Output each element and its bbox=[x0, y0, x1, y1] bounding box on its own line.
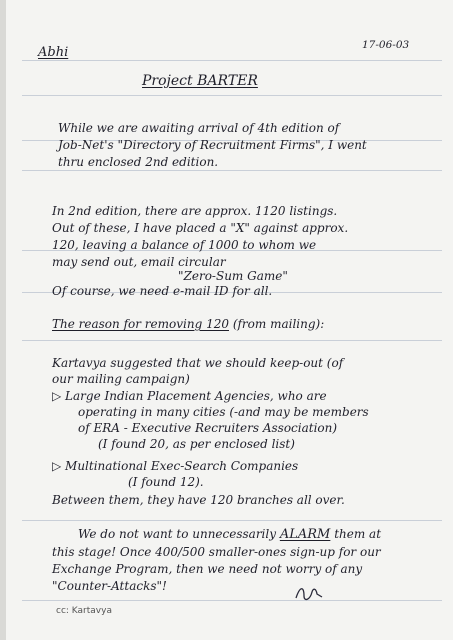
closing-line: "Counter-Attacks"! bbox=[52, 579, 167, 593]
reason-heading-text: The reason for removing 120 bbox=[52, 317, 229, 331]
para2-line: In 2nd edition, there are approx. 1120 listings. bbox=[52, 204, 338, 218]
para1-line: Job-Net's "Directory of Recruitment Firms", I went bbox=[58, 138, 367, 152]
ruled-line bbox=[22, 95, 442, 96]
bullet-item: ▷ Multinational Exec-Search Companies bbox=[52, 459, 299, 473]
ruled-line bbox=[22, 340, 442, 341]
zero-sum-game: "Zero-Sum Game" bbox=[178, 269, 288, 283]
ruled-line bbox=[22, 170, 442, 171]
reason-heading bbox=[52, 318, 324, 330]
para2-line: Of course, we need e-mail ID for all. bbox=[52, 284, 273, 298]
letter-date: 17-06-03 bbox=[362, 39, 410, 51]
reason-line: of ERA - Executive Recruiters Association) bbox=[78, 421, 338, 435]
letter-title: Project BARTER bbox=[142, 73, 258, 89]
signature-mark bbox=[292, 582, 326, 604]
cc-line: cc: Kartavya bbox=[56, 606, 112, 616]
closing-post: them at bbox=[334, 527, 382, 541]
reason-line: Between them, they have 120 branches all over. bbox=[52, 493, 345, 507]
closing-line: this stage! Once 400/500 smaller-ones sign-up for our bbox=[52, 545, 381, 559]
para1-line: thru enclosed 2nd edition. bbox=[58, 155, 219, 169]
page-edge bbox=[0, 0, 6, 640]
para2-line: 120, leaving a balance of 1000 to whom we bbox=[52, 238, 317, 252]
ruled-line bbox=[22, 520, 442, 521]
para2-line: may send out, email circular bbox=[52, 255, 226, 269]
reason-line: (I found 12). bbox=[128, 475, 204, 489]
para1-line: While we are awaiting arrival of 4th edition of bbox=[58, 121, 340, 135]
recipient-name: Abhi bbox=[38, 45, 69, 60]
reason-line: (I found 20, as per enclosed list) bbox=[98, 437, 295, 451]
ruled-line bbox=[22, 600, 442, 601]
reason-line: our mailing campaign) bbox=[52, 372, 190, 386]
reason-line: operating in many cities (-and may be members bbox=[78, 405, 369, 419]
closing-line bbox=[78, 528, 381, 541]
para2-line: Out of these, I have placed a "X" against approx. bbox=[52, 221, 349, 235]
alarm-word: ALARM bbox=[279, 527, 331, 542]
reason-line: Kartavya suggested that we should keep-out (of bbox=[52, 356, 344, 370]
reason-heading-suffix: (from mailing): bbox=[232, 317, 325, 331]
closing-line: Exchange Program, then we need not worry of any bbox=[52, 562, 363, 576]
ruled-line bbox=[22, 60, 442, 61]
bullet-item: ▷ Large Indian Placement Agencies, who are bbox=[52, 389, 327, 403]
closing-pre: We do not want to unnecessarily bbox=[78, 527, 277, 541]
